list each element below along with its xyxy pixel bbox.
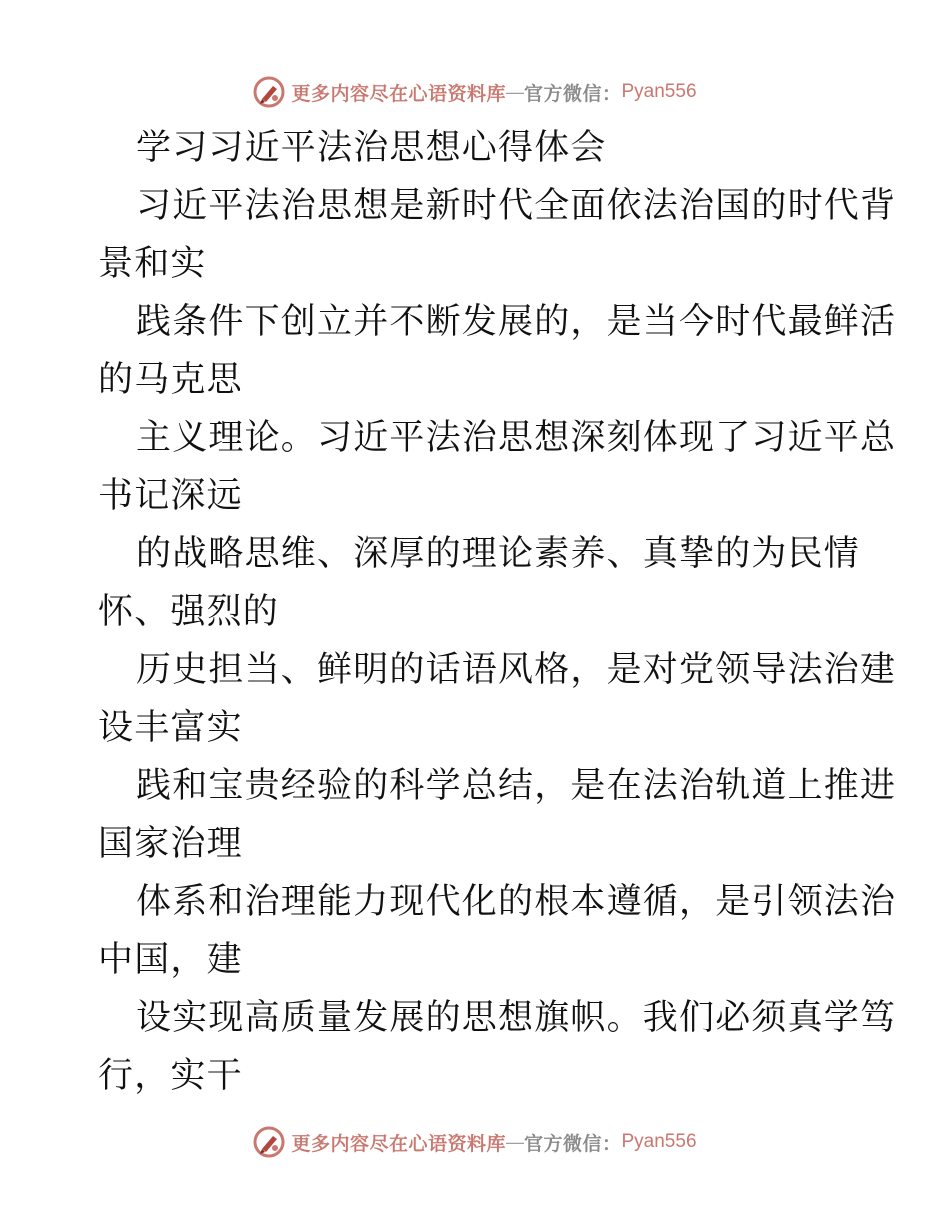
paragraph-line: 的马克思 bbox=[98, 360, 243, 400]
promo-text: 更多内容尽在心语资料库 bbox=[291, 82, 506, 105]
paragraph-line: 国家治理 bbox=[98, 824, 243, 864]
header-banner bbox=[0, 72, 950, 112]
pen-seal-logo-icon bbox=[253, 1126, 285, 1158]
paragraph-line: 践条件下创立并不断发展的，是当今时代最鲜活 bbox=[136, 302, 897, 342]
contact-label: 官方微信： bbox=[523, 1132, 622, 1155]
banner-separator: — bbox=[505, 1131, 524, 1152]
paragraph-line: 的战略思维、深厚的理论素养、真挚的为民情 bbox=[136, 534, 861, 574]
promo-text: 更多内容尽在心语资料库 bbox=[291, 1132, 506, 1155]
paragraph-line: 书记深远 bbox=[98, 476, 243, 516]
contact-id: Pyan556 bbox=[621, 81, 697, 102]
paragraph-line: 历史担当、鲜明的话语风格，是对党领导法治建 bbox=[136, 650, 897, 690]
contact-id: Pyan556 bbox=[621, 1131, 697, 1152]
paragraph-line: 中国，建 bbox=[98, 940, 243, 980]
paragraph-line: 践和宝贵经验的科学总结，是在法治轨道上推进 bbox=[136, 766, 897, 806]
paragraph-line: 习近平法治思想是新时代全面依法治国的时代背 bbox=[136, 186, 897, 226]
paragraph-line: 体系和治理能力现代化的根本遵循，是引领法治 bbox=[136, 882, 897, 922]
footer-banner bbox=[0, 1122, 950, 1162]
document-title: 学习习近平法治思想心得体会 bbox=[136, 128, 607, 168]
banner-separator: — bbox=[505, 81, 524, 102]
pen-seal-logo-icon bbox=[253, 76, 285, 108]
paragraph-line: 主义理论。习近平法治思想深刻体现了习近平总 bbox=[136, 418, 897, 458]
contact-label: 官方微信： bbox=[523, 82, 622, 105]
paragraph-line: 设丰富实 bbox=[98, 708, 243, 748]
paragraph-line: 行，实干 bbox=[98, 1056, 243, 1096]
paragraph-line: 设实现高质量发展的思想旗帜。我们必须真学笃 bbox=[136, 998, 897, 1038]
paragraph-line: 怀、强烈的 bbox=[98, 592, 280, 632]
paragraph-line: 景和实 bbox=[98, 244, 207, 284]
